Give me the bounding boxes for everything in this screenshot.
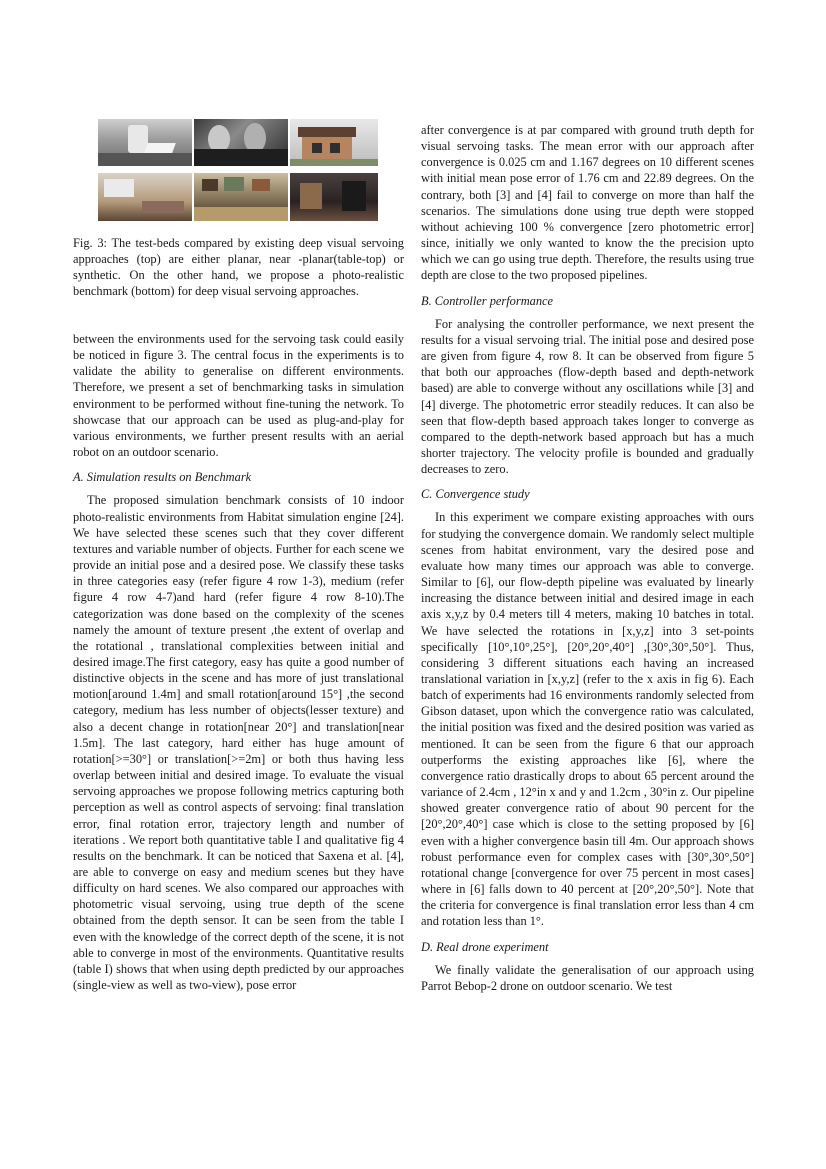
paragraph: between the environments used for the servoing task could easily be noticed in figure 3. The central focus in the experiments is to validate the ability to generalise on different environments. Therefore, we present a set of benchmarking tasks in simulation environment to be performed without fine-tuning the network. To showcase that our approach can be used as plug-and-play for various environments, we further present results with an aerial robot on an outdoor scenario. [73,332,404,460]
paragraph: after convergence is at par compared with ground truth depth for visual servoing tasks. The mean error with our approach after convergence is 0.025 cm and 1.167 degrees on 10 different scenes with initial mean pose error of 1.76 cm and 22.89 degrees. On the contrary, both [3] and [4] fail to converge on more than half the scenarios. The simulations done using true depth were stopped without achieving 100 % convergence [zero photometric error] since, initially we only wanted to know the the precision upto which we can go using true depth. Therefore, the results using true depth are close to the two proposed pipelines. [421,123,754,283]
living-room-image [98,173,192,221]
paragraph: We finally validate the generalisation of our approach using Parrot Bebop-2 drone on outdoor scenario. We test [421,962,754,993]
section-heading-c: C. Convergence study [421,487,530,502]
right-column [421,122,754,994]
paragraph: For analysing the controller performance, we next present the results for a visual servoing trial. The initial pose and desired pose are given from figure 4, row 8. It can be observed from figure 5 that both our approaches (flow-depth based and depth-network based) are able to converge without any oscillations while [3] and [4] diverge. The photometric error steadily reduces. It can also be seen that flow-depth based approach takes longer to converge as compared to the depth-network based approach but has a much shorter trajectory. The velocity profile is bounded and gradually decreases to zero. [421,316,754,477]
paragraph: In this experiment we compare existing approaches with ours for studying the convergence domain. We randomly select multiple scenes from habitat environment, vary the desired pose and evaluate how many times our approach was able to converge. Similar to [6], our flow-depth pipeline was evaluated by linearly increasing the distance between initial and desired image in each axis x,y,z by 0.4 meters till 4 meters, making 10 batches in total. We have selected the rotations in [x,y,z] into 3 set-points specifically [10°,10°,25°], [20°,20°,40°] ,[30°,30°,50°]. Thus, considering 3 different situations each having an increased translational variation in [x,y,z] (refer to the x axis in fig 6). Each batch of experiments had 16 environments randomly selected from Gibson dataset, upon which the convergence ratio was calculated, the initial position was fixed and the desired position was varied as mentioned. It can be seen from the figure 6 that our approach outperforms the existing approaches like [6], where the convergence ratio drastically drops to about 65 percent around the variance of 2.4cm , 12°in x and y and 1.2cm , 30°in z. Our pipeline showed greater convergence ratio of about 90 percent for the [20°,20°,40°] case which is close to the setting proposed by [6] even with a higher convergence basin till 4m. Our approach shows robust performance even for complex cases with [30°,30°,50°] rotational change [convergence for over 75 percent in most cases] where in [6] falls down to 40 percent at [20°,20°,50°]. Note that the criteria for convergence is final translation error less than 4 cm and rotation less than 1°. [421,510,755,929]
figure-top-row [98,119,378,166]
section-heading-b: B. Controller performance [421,293,554,308]
figure-bottom-row [98,173,378,221]
synthetic-house-image [290,119,378,166]
section-heading-a: A. Simulation results on Benchmark [73,470,252,485]
couple-photo-image [194,119,288,166]
gallery-room-image [194,173,288,221]
figure-caption: Fig. 3: The test-beds compared by existing deep visual servoing approaches (top) are either planar, near -planar(table-top) or synthetic. On the other hand, we propose a photo-realistic benchmark (bottom) for deep visual servoing approaches. [73,236,404,299]
tabletop-robot-image [98,119,192,166]
left-column [73,331,404,993]
section-heading-d: D. Real drone experiment [421,939,549,954]
dark-room-image [290,173,378,221]
paragraph: The proposed simulation benchmark consists of 10 indoor photo-realistic environments from Habitat simulation engine [24]. We have selected these scenes such that they cover different textures and variable number of objects. Further for each scene we provide an initial pose and a desired pose. We classify these tasks in three categories easy (refer figure 4 row 1-3), medium (refer figure 4 row 4-7)and hard (refer figure 4 row 8-10).The categorization was done based on the complexity of the scenes namely the amount of texture present ,the extent of overlap and the rotational , translational complexities between initial and desired image.The first category, easy has quite a good number of distinctive objects in the scene and has more of just translational motion[around 1.4m] and small rotation[around 15°] ,the second category, medium has less number of objects(lesser texture) and also a decent change in rotation[near 20°] and translation[near 1.5m]. The last category, hard either has huge amount of rotation[>=30°] or translation[>=2m] or both thus having less overlap between initial and desired image. To evaluate the visual servoing approaches we propose following metrics capturing both perception as well as control aspects of servoing: final translation error, final rotation error, trajectory length and number of iterations . We report both quantitative table I and qualitative fig 4 results on the benchmark. It can be noticed that Saxena et al. [4], are able to converge on easy and medium scenes but they have difficulty on hard scenes. We also compared our approaches with photometric visual servoing, using true depth of the scene obtained from the depth sensor. It can be seen from the table I even with the knowledge of the correct depth of the scene, it is not able to converge in most of the environments. Quantitative results (table I) shows that when using depth predicted by our approaches (single-view as well as two-view), pose error [73,493,404,993]
